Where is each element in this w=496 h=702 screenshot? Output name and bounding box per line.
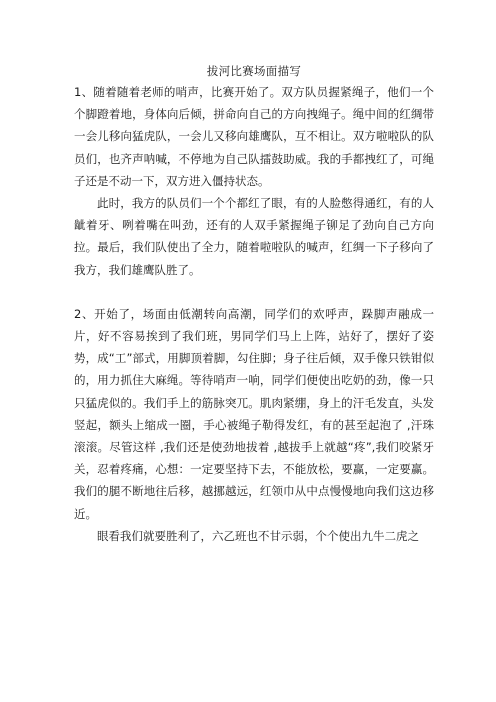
paragraph-spacer — [74, 281, 434, 303]
paragraph-3: 2、开始了，场面由低潮转向高潮，同学们的欢呼声，跺脚声融成一片，好不容易挨到了我们班，男同学们马上上阵，站好了，摆好了姿势，成“工”部式，用脚顶着脚，勾住脚；身子往后倾，双手像只铁钳似的，用力抓住大麻绳。等待哨声一响，同学们便使出吃奶的劲，像一只只猛虎似的。我们手上的筋脉突兀。肌肉紧绷，身上的汗毛发直，头发竖起，额头上缩成一圈，手心被绳子勒得发红，有的甚至起泡了 ,汗珠滚滚。尽管这样 ,我们还是使劲地拔着 ,越拔手上就越“疼”,我们咬紧牙关，忍着疼痛，心想：一定要坚持下去，不能放松，要赢，一定要赢。我们的腿不断地往后移，越挪越远，红领巾从中点慢慢地向我们这边移近。 — [74, 306, 434, 521]
paragraph-1: 1、随着随着老师的哨声，比赛开始了。双方队员握紧绳子，他们一个个脚蹬着地，身体向后倾，拼命向自己的方向拽绳子。绳中间的红绸带一会儿移向猛虎队，一会儿又移向雄鹰队，互不相让。双方啦啦队的队员们，也齐声呐喊，不停地为自己队擂鼓助威。我的手都拽红了，可绳子还是不动一下，双方进入僵持状态。 — [74, 85, 434, 188]
document-title: 拔河比赛场面描写 — [206, 64, 302, 78]
paragraph-2: 此时，我方的队员们一个个都红了眼，有的人脸憋得通红，有的人龇着牙、咧着嘴在叫劲，还有的人双手紧握绳子铆足了劲向自己方向拉。最后，我们队使出了全力，随着啦啦队的喊声，红绸一下子移向了我方，我们雄鹰队胜了。 — [74, 196, 434, 277]
paragraph-4: 眼看我们就要胜利了，六乙班也不甘示弱，个个使出九牛二虎之 — [97, 528, 419, 543]
document-page — [74, 64, 434, 547]
